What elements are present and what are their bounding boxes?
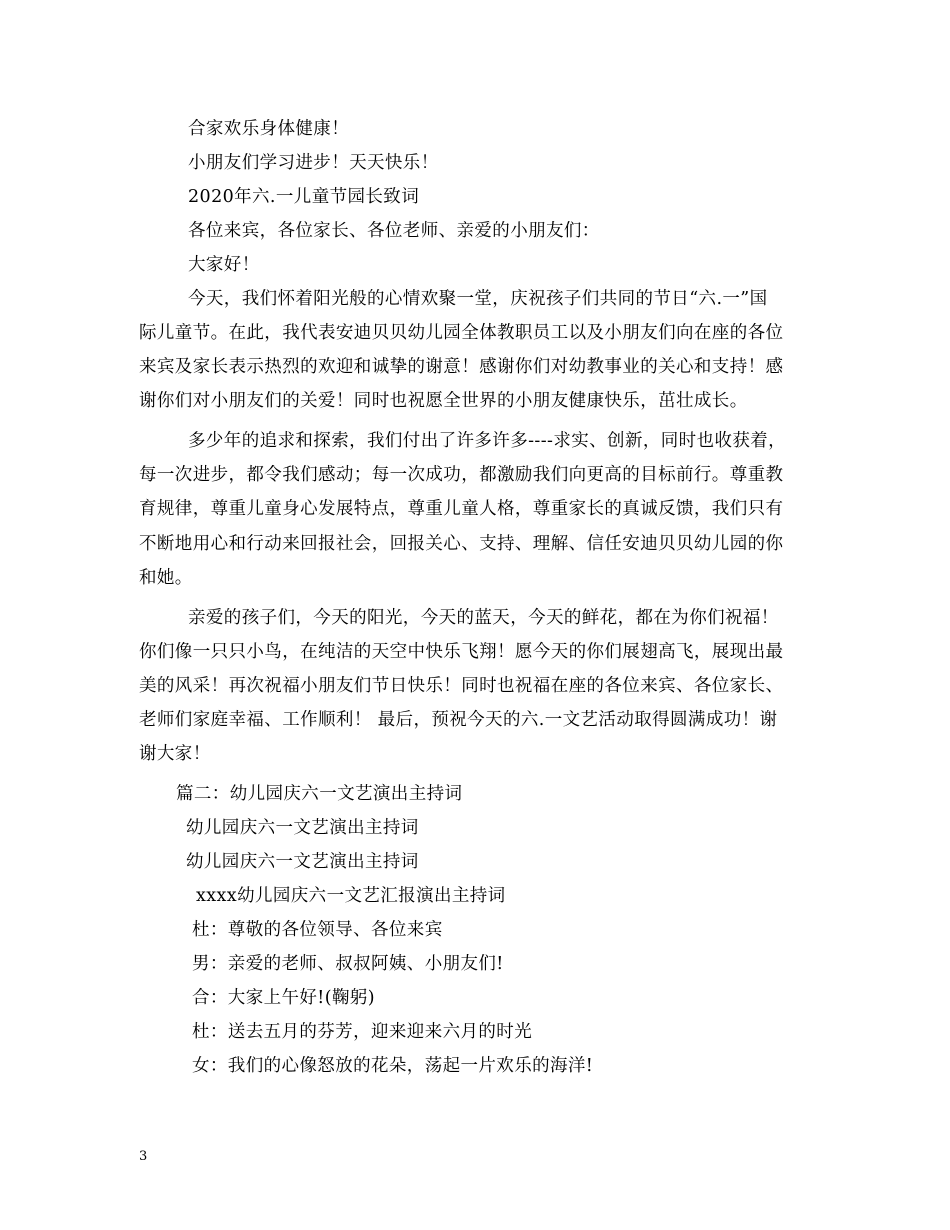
- page-number: 3: [139, 1149, 148, 1164]
- text-line: 不断地用心和行动来回报社会，回报关心、支持、理解、信任安迪贝贝幼儿园的你: [139, 534, 784, 554]
- text-line: 男：亲爱的老师、叔叔阿姨、小朋友们!: [192, 954, 504, 974]
- text-line: 美的风采！再次祝福小朋友们节日快乐！同时也祝福在座的各位来宾、各位家长、: [139, 676, 784, 696]
- text-line: 今天，我们怀着阳光般的心情欢聚一堂，庆祝孩子们共同的节日“六.一”国: [188, 289, 768, 309]
- text-line: 谢大家！: [139, 744, 211, 764]
- text-line: 幼儿园庆六一文艺演出主持词: [186, 852, 419, 872]
- text-line: 幼儿园庆六一文艺演出主持词: [186, 818, 419, 838]
- text-line: 亲爱的孩子们，今天的阳光，今天的蓝天，今天的鲜花，都在为你们祝福！: [188, 608, 779, 628]
- text-line: 和她。: [139, 568, 193, 588]
- text-line: 每一次进步，都令我们感动；每一次成功，都激励我们向更高的目标前行。尊重教: [139, 465, 784, 485]
- text-line: 合：大家上午好!(鞠躬): [192, 988, 375, 1008]
- text-line: 合家欢乐身体健康！: [188, 119, 350, 139]
- text-line: 大家好！: [188, 255, 260, 275]
- text-line: 杜：送去五月的芬芳，迎来迎来六月的时光: [192, 1022, 533, 1042]
- text-line: 育规律，尊重儿童身心发展特点，尊重儿童人格，尊重家长的真诚反馈，我们只有: [139, 499, 784, 519]
- text-line: 2020年六.一儿童节园长致词: [188, 187, 420, 207]
- text-line: 来宾及家长表示热烈的欢迎和诚挚的谢意！感谢你们对幼教事业的关心和支持！感: [139, 357, 784, 377]
- text-line: 你们像一只只小鸟，在纯洁的天空中快乐飞翔！愿今天的你们展翅高飞，展现出最: [139, 642, 784, 662]
- text-line: 小朋友们学习进步！天天快乐！: [188, 153, 439, 173]
- text-line: 际儿童节。在此，我代表安迪贝贝幼儿园全体教职员工以及小朋友们向在座的各位: [139, 323, 784, 343]
- text-line: 杜：尊敬的各位领导、各位来宾: [192, 920, 443, 940]
- text-line: 各位来宾，各位家长、各位老师、亲爱的小朋友们：: [188, 221, 600, 241]
- section-heading: 篇二：幼儿园庆六一文艺演出主持词: [176, 784, 463, 804]
- text-line: 女：我们的心像怒放的花朵，荡起一片欢乐的海洋!: [192, 1056, 594, 1076]
- text-line: 多少年的追求和探索，我们付出了许多许多----求实、创新，同时也收获着，: [188, 431, 787, 451]
- text-line: xxxx幼儿园庆六一文艺汇报演出主持词: [196, 886, 506, 906]
- text-line: 老师们家庭幸福、工作顺利！ 最后，预祝今天的六.一文艺活动取得圆满成功！谢: [139, 710, 778, 730]
- text-line: 谢你们对小朋友们的关爱！同时也祝愿全世界的小朋友健康快乐，茁壮成长。: [139, 391, 748, 411]
